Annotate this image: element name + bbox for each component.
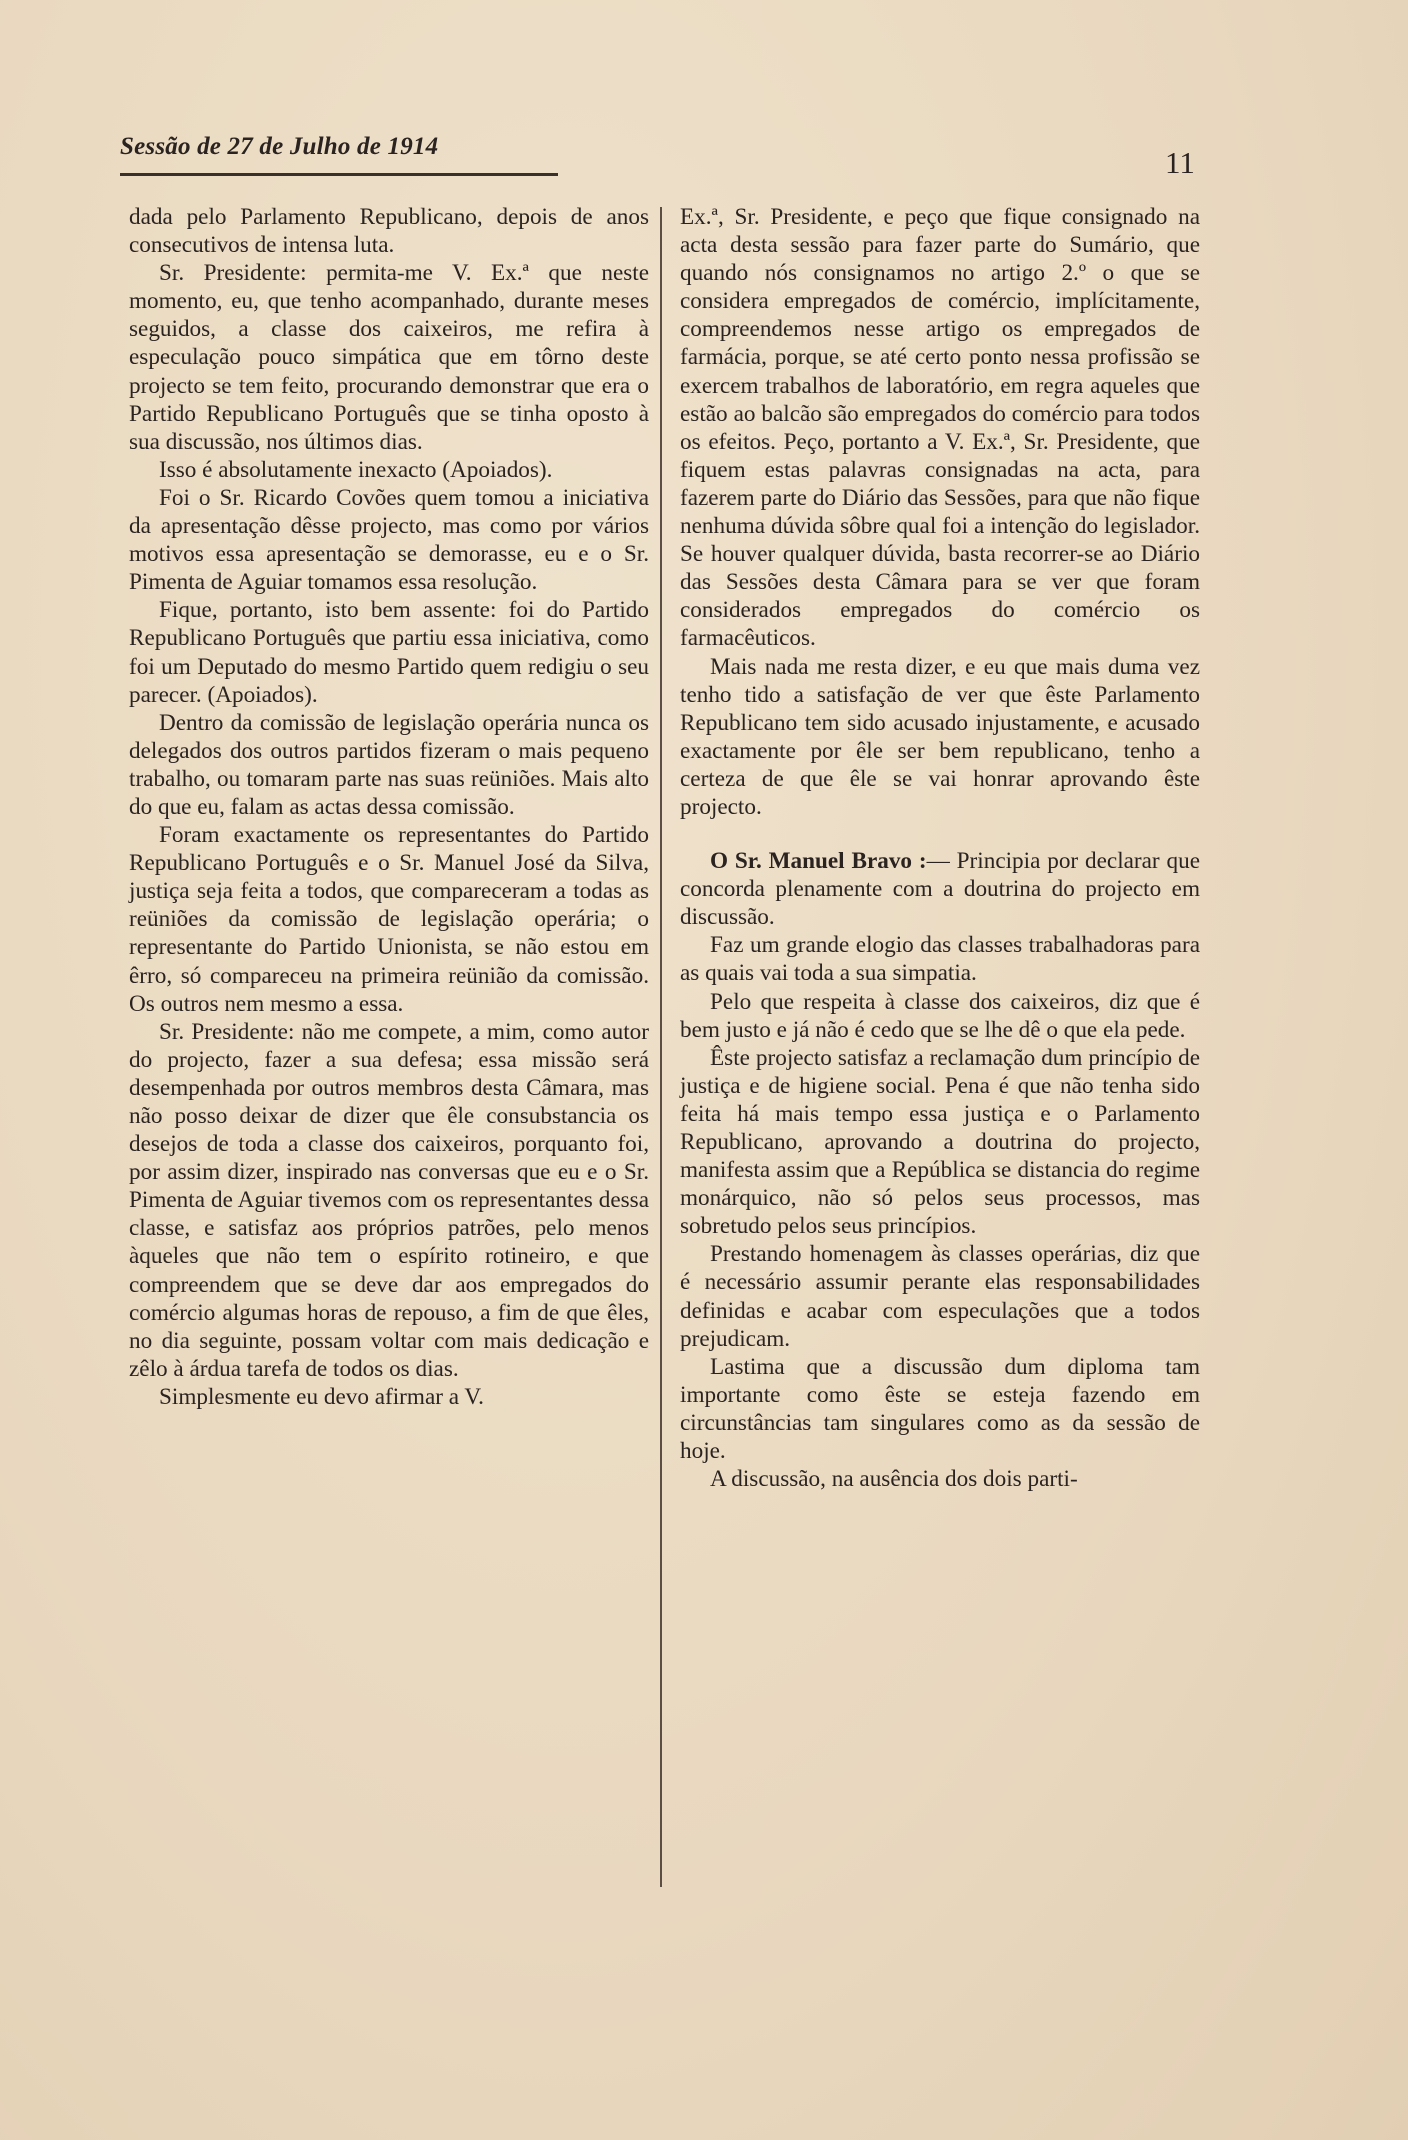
speaker-text: — Principia por declarar que concorda plenamente com a doutrina do projecto em discussão. [680,848,1200,931]
paragraph: Isso é absolutamente inexacto (Apoiados). [159,456,553,483]
speaker-name: O Sr. Manuel Bravo : [710,848,927,875]
column-divider [660,207,662,1887]
paragraph: Êste projecto satisfaz a reclamação dum princípio de justiça e de higiene social. Pena é que não tenha sido feita há mais tempo essa justiça e o Parlamento Republicano, aprovando a doutrina do projecto, manifesta assim que a República se distancia do regime monárquico, não só pelos seus processos, mas sobretudo pelos seus princípios. [680,1044,1200,1240]
paragraph: Faz um grande elogio das classes trabalhadoras para as quais vai toda a sua simpatia. [680,932,1200,987]
speaker-paragraph [680,847,1200,931]
paragraph: Ex.ª, Sr. Presidente, e peço que fique consignado na acta desta sessão para fazer parte do Sumário, que quando nós consignamos no artigo 2.º o que se considera empregados de comércio, implícitamente, compreendemos nesse artigo os empregados de farmácia, porque, se até certo ponto nessa profissão se exercem trabalhos de laboratório, em regra aqueles que estão ao balcão são empregados do comércio para todos os efeitos. Peço, portanto a V. Ex.ª, Sr. Presidente, que fiquem estas palavras consignadas na acta, para fazerem parte do Diário das Sessões, para que não fique nenhuma dúvida sôbre qual foi a intenção do legislador. Se houver qualquer dúvida, basta recorrer-se ao Diário das Sessões desta Câmara para se ver que foram considerados empregados do comércio os farmacêuticos. [680,204,1200,652]
paragraph: A discussão, na ausência dos dois parti- [710,1466,1078,1493]
paragraph: Mais nada me resta dizer, e eu que mais duma vez tenho tido a satisfação de ver que êste Parlamento Republicano tem sido acusado injustamente, e acusado exactamente por êle ser bem republicano, tenho a certeza de que êle se vai honrar aprovando êste projecto. [680,653,1200,820]
session-title: Sessão de 27 de Julho de 1914 [120,133,439,160]
left-column [129,203,649,1411]
paragraph: Foi o Sr. Ricardo Covões quem tomou a iniciativa da apresentação dêsse projecto, mas como por vários motivos essa apresentação se demorasse, eu e o Sr. Pimenta de Aguiar tomamos essa resolução. [129,484,649,596]
right-column [680,203,1200,1493]
paragraph: Simplesmente eu devo afirmar a V. [159,1383,484,1410]
paragraph: Lastima que a discussão dum diploma tam importante como êste se esteja fazendo em circunstâncias tam singulares como as da sessão de hoje. [680,1353,1200,1465]
page-header [120,133,1200,183]
paragraph: Pelo que respeita à classe dos caixeiros, diz que é bem justo e já não é cedo que se lhe dê o que ela pede. [680,988,1200,1043]
page-number: 11 [1165,145,1195,180]
paragraph: Prestando homenagem às classes operárias, diz que é necessário assumir perante elas responsabilidades definidas e acabar com especulações que a todos prejudicam. [680,1241,1200,1352]
paragraph: Fique, portanto, isto bem assente: foi do Partido Republicano Português que partiu essa iniciativa, como foi um Deputado do mesmo Partido quem redigiu o seu parecer. (Apoiados). [129,597,649,708]
paragraph: Sr. Presidente: não me compete, a mim, como autor do projecto, fazer a sua defesa; essa missão será desempenhada por outros membros desta Câmara, mas não posso deixar de dizer que êle consubstancia os desejos de toda a classe dos caixeiros, porquanto foi, por assim dizer, inspirado nas conversas que eu e o Sr. Pimenta de Aguiar tivemos com os representantes dessa classe, e satisfaz aos próprios patrões, pelo menos àqueles que não tem o espírito rotineiro, e que compreendem que se deve dar aos empregados do comércio algumas horas de repouso, a fim de que êles, no dia seguinte, possam voltar com mais dedicação e zêlo à árdua tarefa de todos os dias. [129,1018,649,1382]
header-rule [120,173,558,176]
paragraph: dada pelo Parlamento Republicano, depois de anos consecutivos de intensa luta. [129,204,649,259]
paragraph: Dentro da comissão de legislação operária nunca os delegados dos outros partidos fizeram o mais pequeno trabalho, ou tomaram parte nas suas reüniões. Mais alto do que eu, falam as actas dessa comissão. [129,709,649,820]
paragraph: Sr. Presidente: permita-me V. Ex.ª que neste momento, eu, que tenho acompanhado, durante meses seguidos, a classe dos caixeiros, me refira à especulação pouco simpática que em tôrno deste projecto se tem feito, procurando demonstrar que era o Partido Republicano Português que se tinha oposto à sua discussão, nos últimos dias. [129,260,649,455]
paragraph: Foram exactamente os representantes do Partido Republicano Português e o Sr. Manuel José da Silva, justiça seja feita a todos, que compareceram a todas as reüniões da comissão de legislação operária; o representante do Partido Unionista, se não estou em êrro, só compareceu na primeira reünião da comissão. Os outros nem mesmo a essa. [129,822,649,1017]
